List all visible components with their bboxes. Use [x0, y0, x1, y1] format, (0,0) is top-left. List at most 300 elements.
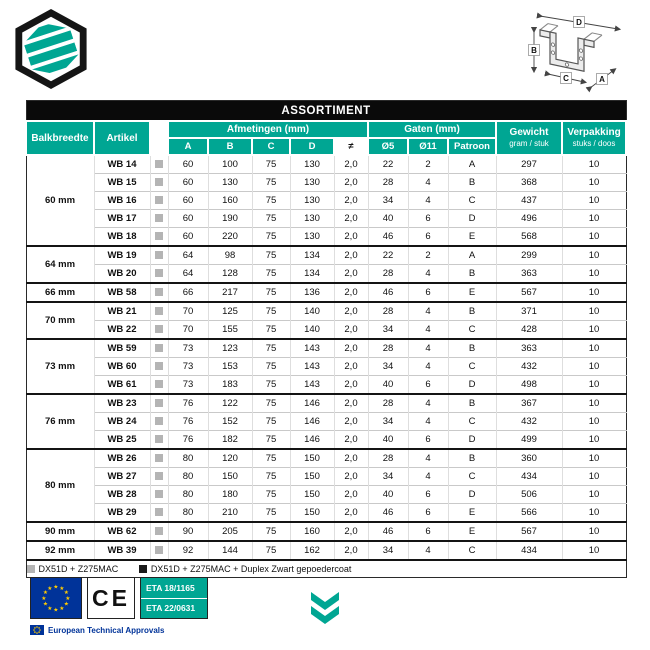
verpakking-cell: 10: [562, 449, 626, 468]
balkbreedte-cell: 76 mm: [26, 394, 94, 449]
coating-swatch-cell: [150, 504, 168, 523]
thickness-cell: 2,0: [334, 155, 368, 174]
coating-swatch-cell: [150, 413, 168, 431]
dim-c-cell: 75: [252, 321, 290, 340]
col-header-d: D: [290, 138, 334, 155]
dim-a-cell: 73: [168, 339, 208, 358]
balkbreedte-cell: 60 mm: [26, 155, 94, 246]
svg-text:★: ★: [63, 601, 70, 608]
artikel-cell: WB 59: [94, 339, 150, 358]
table-row: [26, 522, 626, 541]
dim-a-cell: 76: [168, 394, 208, 413]
table-row: [26, 504, 626, 523]
holes-o11-cell: 6: [408, 486, 448, 504]
balkbreedte-cell: 92 mm: [26, 541, 94, 560]
dim-d-cell: 134: [290, 246, 334, 265]
gewicht-cell: 363: [496, 339, 562, 358]
col-header-o11: Ø11: [408, 138, 448, 155]
patroon-cell: B: [448, 339, 496, 358]
holes-o11-cell: 4: [408, 394, 448, 413]
dim-c-cell: 75: [252, 449, 290, 468]
dim-c-cell: 75: [252, 522, 290, 541]
thickness-cell: 2,0: [334, 210, 368, 228]
verpakking-cell: 10: [562, 541, 626, 560]
holes-o5-cell: 28: [368, 339, 408, 358]
table-row: [26, 339, 626, 358]
dim-c-cell: 75: [252, 283, 290, 302]
product-drawing: [524, 2, 632, 98]
double-chevron-down-icon: [308, 592, 342, 626]
table-row: [26, 358, 626, 376]
dim-d-cell: 143: [290, 358, 334, 376]
patroon-cell: D: [448, 431, 496, 450]
holes-o11-cell: 2: [408, 155, 448, 174]
coating-swatch-icon: [155, 362, 163, 370]
dim-d-cell: 150: [290, 486, 334, 504]
col-header-gewicht: [496, 121, 562, 155]
dim-a-cell: 80: [168, 468, 208, 486]
coating-swatch-icon: [155, 399, 163, 407]
thickness-cell: 2,0: [334, 413, 368, 431]
verpakking-cell: 10: [562, 394, 626, 413]
verpakking-cell: 10: [562, 468, 626, 486]
holes-o5-cell: 34: [368, 468, 408, 486]
artikel-cell: WB 18: [94, 228, 150, 247]
artikel-cell: WB 14: [94, 155, 150, 174]
coating-swatch-icon: [155, 454, 163, 462]
svg-text:★: ★: [59, 605, 65, 612]
artikel-cell: WB 61: [94, 376, 150, 395]
coating-swatch-cell: [150, 302, 168, 321]
holes-o11-cell: 6: [408, 522, 448, 541]
verpakking-cell: 10: [562, 504, 626, 523]
thickness-cell: 2,0: [334, 504, 368, 523]
thickness-cell: 2,0: [334, 431, 368, 450]
dim-a-cell: 60: [168, 192, 208, 210]
table-row: [26, 155, 626, 174]
dim-c-cell: 75: [252, 376, 290, 395]
dim-b-cell: 144: [208, 541, 252, 560]
thickness-cell: 2,0: [334, 486, 368, 504]
dim-label-b: B: [531, 46, 537, 55]
holes-o11-cell: 6: [408, 504, 448, 523]
legend-label: DX51D + Z275MAC + Duplex Zwart gepoedercoat: [150, 563, 352, 574]
gewicht-cell: 363: [496, 265, 562, 284]
mini-eu-flag-icon: [30, 625, 44, 635]
svg-text:★: ★: [42, 590, 49, 597]
coating-swatch-cell: [150, 265, 168, 284]
dim-d-cell: 150: [290, 504, 334, 523]
holes-o11-cell: 4: [408, 541, 448, 560]
gewicht-cell: 496: [496, 210, 562, 228]
gewicht-cell: 566: [496, 504, 562, 523]
svg-text:★: ★: [41, 596, 47, 602]
table-row: [26, 486, 626, 504]
dim-b-cell: 123: [208, 339, 252, 358]
dim-c-cell: 75: [252, 302, 290, 321]
dim-a-cell: 76: [168, 413, 208, 431]
artikel-cell: WB 62: [94, 522, 150, 541]
dim-d-cell: 143: [290, 339, 334, 358]
table-row: [26, 174, 626, 192]
coating-swatch-icon: [155, 196, 163, 204]
eu-flag-icon: [31, 578, 81, 618]
coating-swatch-cell: [150, 174, 168, 192]
dim-b-cell: 155: [208, 321, 252, 340]
gewicht-cell: 434: [496, 468, 562, 486]
verpakking-cell: 10: [562, 339, 626, 358]
holes-o5-cell: 34: [368, 541, 408, 560]
coating-swatch-cell: [150, 468, 168, 486]
gewicht-cell: 371: [496, 302, 562, 321]
table-row: [26, 376, 626, 395]
dim-label-d: D: [576, 18, 582, 27]
svg-text:★: ★: [47, 586, 53, 592]
thickness-cell: 2,0: [334, 174, 368, 192]
artikel-cell: WB 26: [94, 449, 150, 468]
patroon-cell: C: [448, 541, 496, 560]
artikel-cell: WB 17: [94, 210, 150, 228]
dim-c-cell: 75: [252, 155, 290, 174]
verpakking-cell: 10: [562, 246, 626, 265]
holes-o5-cell: 28: [368, 265, 408, 284]
gewicht-cell: 428: [496, 321, 562, 340]
thickness-cell: 2,0: [334, 246, 368, 265]
coating-swatch-icon: [155, 178, 163, 186]
table-row: [26, 468, 626, 486]
dim-c-cell: 75: [252, 246, 290, 265]
dim-c-cell: 75: [252, 339, 290, 358]
table-row: [26, 246, 626, 265]
dim-b-cell: 153: [208, 358, 252, 376]
coating-swatch-cell: [150, 155, 168, 174]
patroon-cell: E: [448, 504, 496, 523]
table-row: [26, 228, 626, 247]
table-row: [26, 321, 626, 340]
coating-swatch-icon: [155, 490, 163, 498]
dim-a-cell: 60: [168, 228, 208, 247]
holes-o11-cell: 4: [408, 413, 448, 431]
coating-swatch-cell: [150, 192, 168, 210]
dim-b-cell: 130: [208, 174, 252, 192]
legend-item-standard: [27, 564, 119, 574]
thickness-cell: 2,0: [334, 283, 368, 302]
balkbreedte-cell: 90 mm: [26, 522, 94, 541]
table-title: ASSORTIMENT: [26, 101, 626, 122]
dim-a-cell: 60: [168, 210, 208, 228]
verpakking-cell: 10: [562, 486, 626, 504]
verpakking-cell: 10: [562, 210, 626, 228]
thickness-cell: 2,0: [334, 468, 368, 486]
dim-a-cell: 92: [168, 541, 208, 560]
holes-o5-cell: 34: [368, 321, 408, 340]
table-row: [26, 449, 626, 468]
dim-d-cell: 162: [290, 541, 334, 560]
dim-a-cell: 66: [168, 283, 208, 302]
coating-swatch-cell: [150, 339, 168, 358]
coating-swatch-icon: [155, 325, 163, 333]
svg-text:★: ★: [53, 584, 59, 591]
artikel-cell: WB 24: [94, 413, 150, 431]
col-header-artikel: Artikel: [94, 121, 150, 155]
dim-d-cell: 130: [290, 174, 334, 192]
eta-approval-2: ETA 22/0631: [141, 598, 207, 619]
table-row: [26, 210, 626, 228]
dim-b-cell: 205: [208, 522, 252, 541]
header-row-groups: [26, 121, 626, 138]
verpakking-unit: stuks / doos: [572, 138, 616, 148]
dim-d-cell: 150: [290, 468, 334, 486]
gewicht-cell: 297: [496, 155, 562, 174]
dim-c-cell: 75: [252, 228, 290, 247]
dim-a-cell: 80: [168, 486, 208, 504]
dim-label-c: C: [563, 74, 569, 83]
gewicht-cell: 367: [496, 394, 562, 413]
coating-swatch-cell: [150, 449, 168, 468]
verpakking-cell: 10: [562, 192, 626, 210]
eta-caption-text: European Technical Approvals: [48, 625, 165, 635]
dim-d-cell: 150: [290, 449, 334, 468]
holes-o5-cell: 40: [368, 486, 408, 504]
eta-caption: [30, 625, 164, 635]
thickness-cell: 2,0: [334, 449, 368, 468]
dim-b-cell: 122: [208, 394, 252, 413]
dim-a-cell: 60: [168, 174, 208, 192]
thickness-cell: 2,0: [334, 339, 368, 358]
dim-c-cell: 75: [252, 358, 290, 376]
coating-swatch-cell: [150, 210, 168, 228]
artikel-cell: WB 28: [94, 486, 150, 504]
patroon-cell: B: [448, 265, 496, 284]
dim-b-cell: 125: [208, 302, 252, 321]
dim-c-cell: 75: [252, 468, 290, 486]
coating-swatch-icon: [155, 288, 163, 296]
dim-a-cell: 73: [168, 376, 208, 395]
holes-o5-cell: 28: [368, 174, 408, 192]
thickness-cell: 2,0: [334, 265, 368, 284]
table-row: [26, 394, 626, 413]
col-header-a: A: [168, 138, 208, 155]
verpakking-cell: 10: [562, 283, 626, 302]
gewicht-cell: 434: [496, 541, 562, 560]
verpakking-cell: 10: [562, 155, 626, 174]
holes-o5-cell: 28: [368, 302, 408, 321]
patroon-cell: A: [448, 155, 496, 174]
patroon-cell: C: [448, 192, 496, 210]
dim-a-cell: 80: [168, 504, 208, 523]
coating-swatch-icon: [155, 380, 163, 388]
dim-d-cell: 146: [290, 394, 334, 413]
coating-swatch-icon: [155, 307, 163, 315]
thickness-cell: 2,0: [334, 358, 368, 376]
dim-b-cell: 183: [208, 376, 252, 395]
dim-b-cell: 190: [208, 210, 252, 228]
dim-c-cell: 75: [252, 486, 290, 504]
verpakking-cell: 10: [562, 522, 626, 541]
patroon-cell: B: [448, 394, 496, 413]
dim-b-cell: 152: [208, 413, 252, 431]
artikel-cell: WB 27: [94, 468, 150, 486]
patroon-cell: C: [448, 321, 496, 340]
balkbreedte-cell: 70 mm: [26, 302, 94, 339]
dim-c-cell: 75: [252, 431, 290, 450]
legend-row: [26, 560, 626, 578]
verpakking-cell: 10: [562, 358, 626, 376]
verpakking-cell: 10: [562, 431, 626, 450]
table-row: [26, 541, 626, 560]
verpakking-cell: 10: [562, 174, 626, 192]
coating-swatch-cell: [150, 431, 168, 450]
holes-o11-cell: 4: [408, 468, 448, 486]
patroon-cell: B: [448, 449, 496, 468]
coating-swatch-cell: [150, 376, 168, 395]
dim-label-a: A: [599, 75, 605, 84]
thickness-cell: 2,0: [334, 192, 368, 210]
col-header-balkbreedte: Balkbreedte: [26, 121, 94, 155]
table-row: [26, 413, 626, 431]
gewicht-label: Gewicht: [509, 127, 549, 139]
eta-badge: [140, 577, 208, 619]
gewicht-cell: 568: [496, 228, 562, 247]
artikel-cell: WB 15: [94, 174, 150, 192]
holes-o11-cell: 4: [408, 449, 448, 468]
holes-o5-cell: 34: [368, 358, 408, 376]
coating-swatch-icon: [155, 417, 163, 425]
holes-o5-cell: 40: [368, 376, 408, 395]
coating-swatch-icon: [155, 508, 163, 516]
holes-o11-cell: 4: [408, 192, 448, 210]
holes-o11-cell: 6: [408, 376, 448, 395]
dim-a-cell: 80: [168, 449, 208, 468]
patroon-cell: B: [448, 302, 496, 321]
artikel-cell: WB 21: [94, 302, 150, 321]
svg-text:★: ★: [42, 601, 49, 608]
coating-swatch-icon: [155, 472, 163, 480]
coating-swatch-icon: [155, 269, 163, 277]
dim-b-cell: 180: [208, 486, 252, 504]
svg-text:★: ★: [63, 590, 70, 597]
gewicht-cell: 360: [496, 449, 562, 468]
thickness-cell: 2,0: [334, 321, 368, 340]
table-title-row: [26, 101, 626, 122]
coating-swatch-icon: [155, 527, 163, 535]
dim-b-cell: 210: [208, 504, 252, 523]
gewicht-unit: gram / stuk: [509, 138, 549, 148]
dim-a-cell: 64: [168, 265, 208, 284]
brand-logo-icon: [12, 8, 90, 90]
holes-o11-cell: 4: [408, 302, 448, 321]
holes-o11-cell: 4: [408, 265, 448, 284]
legend-label: DX51D + Z275MAC: [38, 563, 119, 574]
dim-b-cell: 220: [208, 228, 252, 247]
patroon-cell: D: [448, 376, 496, 395]
holes-o5-cell: 40: [368, 210, 408, 228]
dim-a-cell: 90: [168, 522, 208, 541]
verpakking-cell: 10: [562, 413, 626, 431]
table-row: [26, 283, 626, 302]
verpakking-label: Verpakking: [567, 127, 621, 139]
dim-d-cell: 130: [290, 228, 334, 247]
table-row: [26, 192, 626, 210]
coating-swatch-icon: [155, 160, 163, 168]
patroon-cell: C: [448, 413, 496, 431]
balkbreedte-cell: 73 mm: [26, 339, 94, 394]
coating-swatch-cell: [150, 246, 168, 265]
patroon-cell: D: [448, 486, 496, 504]
dim-b-cell: 217: [208, 283, 252, 302]
artikel-cell: WB 29: [94, 504, 150, 523]
dim-d-cell: 130: [290, 155, 334, 174]
holes-o5-cell: 34: [368, 192, 408, 210]
dim-a-cell: 76: [168, 431, 208, 450]
holes-o11-cell: 4: [408, 174, 448, 192]
coating-swatch-cell: [150, 283, 168, 302]
holes-o11-cell: 6: [408, 210, 448, 228]
dim-b-cell: 128: [208, 265, 252, 284]
certification-badges: [30, 577, 208, 619]
coating-swatch-cell: [150, 522, 168, 541]
table-body: [26, 155, 626, 560]
thickness-cell: 2,0: [334, 394, 368, 413]
table-row: [26, 265, 626, 284]
holes-o5-cell: 40: [368, 431, 408, 450]
dim-b-cell: 150: [208, 468, 252, 486]
col-header-thickness: ≠: [334, 138, 368, 155]
gewicht-cell: 368: [496, 174, 562, 192]
eu-flag-badge: [30, 577, 82, 619]
svg-text:★: ★: [47, 605, 53, 612]
dim-d-cell: 130: [290, 192, 334, 210]
table-row: [26, 431, 626, 450]
thickness-cell: 2,0: [334, 302, 368, 321]
artikel-cell: WB 22: [94, 321, 150, 340]
dim-d-cell: 146: [290, 431, 334, 450]
holes-o5-cell: 28: [368, 394, 408, 413]
dim-a-cell: 64: [168, 246, 208, 265]
coating-swatch-icon: [155, 344, 163, 352]
dim-b-cell: 160: [208, 192, 252, 210]
holes-o11-cell: 4: [408, 339, 448, 358]
col-header-b: B: [208, 138, 252, 155]
artikel-cell: WB 16: [94, 192, 150, 210]
dim-c-cell: 75: [252, 192, 290, 210]
dim-c-cell: 75: [252, 541, 290, 560]
svg-text:★: ★: [59, 586, 65, 592]
patroon-cell: E: [448, 522, 496, 541]
patroon-cell: E: [448, 228, 496, 247]
ce-mark-badge: CE: [87, 577, 135, 619]
dim-d-cell: 140: [290, 302, 334, 321]
coating-swatch-cell: [150, 358, 168, 376]
coating-swatch-cell: [150, 228, 168, 247]
coating-swatch-cell: [150, 321, 168, 340]
gewicht-cell: 499: [496, 431, 562, 450]
artikel-cell: WB 25: [94, 431, 150, 450]
coating-swatch-icon: [155, 546, 163, 554]
balkbreedte-cell: 80 mm: [26, 449, 94, 522]
dim-c-cell: 75: [252, 394, 290, 413]
coating-swatch-icon: [155, 232, 163, 240]
dim-c-cell: 75: [252, 504, 290, 523]
col-header-c: C: [252, 138, 290, 155]
dim-b-cell: 120: [208, 449, 252, 468]
verpakking-cell: 10: [562, 228, 626, 247]
balkbreedte-cell: 64 mm: [26, 246, 94, 283]
coating-swatch-cell: [150, 486, 168, 504]
holes-o5-cell: 28: [368, 449, 408, 468]
holes-o5-cell: 46: [368, 504, 408, 523]
col-header-swatch-spacer: [150, 121, 168, 155]
